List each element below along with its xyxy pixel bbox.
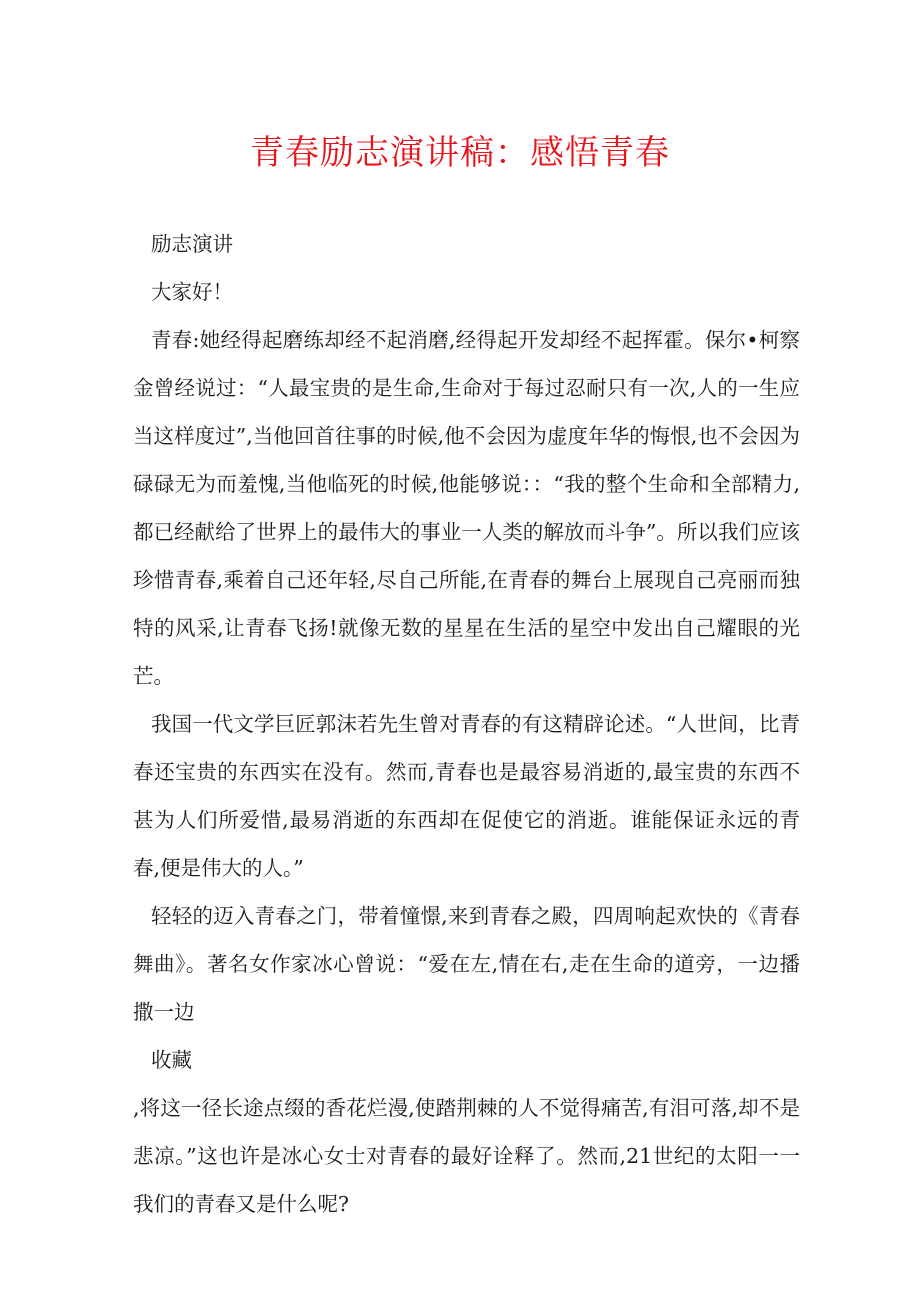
paragraph-heading: 励志演讲 — [151, 232, 233, 256]
document-body — [133, 220, 800, 1228]
paragraph-continuation: ,将这一径长途点缀的香花烂漫,使踏荆棘的人不觉得痛苦,有泪可落,却不是悲凉。”这也许是冰心女士对青春的最好诠释了。然而,21世纪的太阳一一我们的青春又是什么呢? — [133, 1096, 800, 1216]
paragraph: 我国一代文学巨匠郭沫若先生曾对青春的有这精辟论述。“人世间，比青春还宝贵的东西实在没有。然而,青春也是最容易消逝的,最宝贵的东西不甚为人们所爱惜,最易消逝的东西却在促使它的消逝。谁能保证永远的青春,便是伟大的人。” — [133, 712, 800, 880]
document-title: 青春励志演讲稿：感悟青春 — [250, 133, 670, 173]
paragraph: 轻轻的迈入青春之门，带着憧憬,来到青春之殿，四周响起欢快的《青春舞曲》。著名女作家冰心曾说：“爱在左,情在右,走在生命的道旁，一边播撒一边 — [133, 904, 800, 1024]
paragraph-short: 收藏 — [151, 1048, 192, 1072]
paragraph-greeting: 大家好！ — [151, 280, 233, 304]
paragraph: 青春:她经得起磨练却经不起消磨,经得起开发却经不起挥霍。保尔•柯察金曾经说过：“人最宝贵的是生命,生命对于每过忍耐只有一次,人的一生应当这样度过”,当他回首往事的时候,他不会因为虚度年华的悔恨,也不会因为碌碌无为而羞愧,当他临死的时候,他能够说：：“我的整个生命和全部精力,都已经献给了世界上的最伟大的事业一人类的解放而斗争”。所以我们应该珍惜青春,乘着自己还年轻,尽自己所能,在青春的舞台上展现自己亮丽而独特的风采,让青春飞扬!就像无数的星星在生活的星空中发出自己耀眼的光芒。 — [133, 328, 800, 688]
